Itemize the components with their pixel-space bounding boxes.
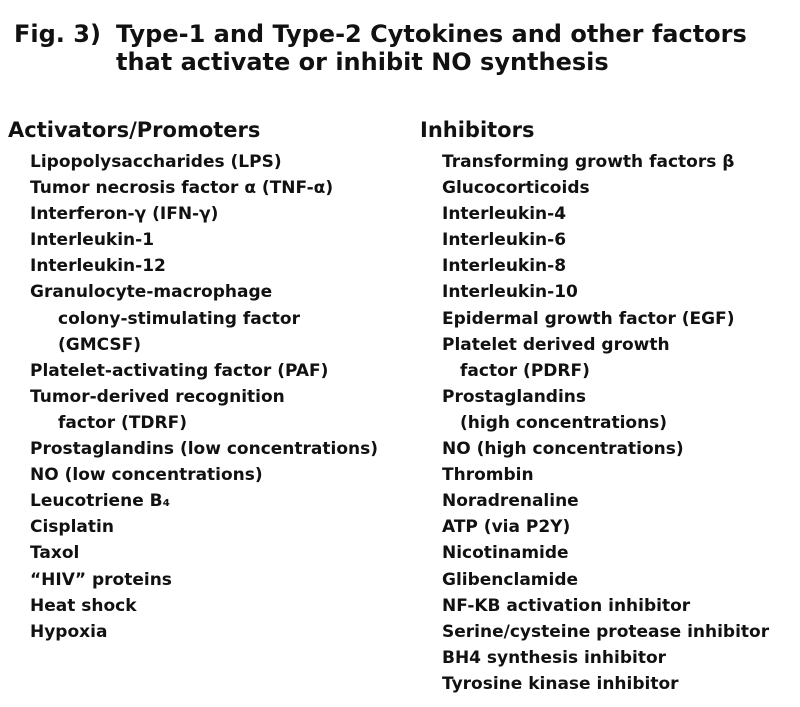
list-item [442, 462, 769, 488]
list-item [442, 514, 769, 540]
list-item-text: Platelet-activating factor (PAF) [30, 360, 329, 381]
figure-title-line: that activate or inhibit NO synthesis [116, 48, 609, 76]
list-item [442, 593, 769, 619]
list-item-text: Glucocorticoids [442, 178, 590, 199]
list-item [442, 384, 769, 436]
list-item [30, 227, 378, 253]
list-item [30, 619, 378, 645]
list-item-text: Transforming growth factors β [442, 152, 735, 172]
list-item-text: NO (high concentrations) [442, 439, 684, 460]
inhibitors-column [420, 117, 769, 697]
list-item-text: Epidermal growth factor (EGF) [442, 308, 735, 329]
list-item-text: Platelet derived growth [442, 334, 670, 355]
list-item [30, 358, 378, 384]
list-item [442, 567, 769, 593]
list-item-text: Lipopolysaccharides (LPS) [30, 152, 282, 172]
figure-title-line: Type-1 and Type-2 Cytokines and other factors [116, 20, 747, 48]
figure-title [116, 20, 756, 76]
list-item-text: Taxol [30, 543, 80, 564]
list-item-text: Thrombin [442, 465, 534, 486]
list-item [442, 619, 769, 645]
list-item [30, 175, 378, 201]
list-item [442, 175, 769, 201]
list-item-text: NO (low concentrations) [30, 465, 263, 486]
list-item [30, 253, 378, 279]
list-item [442, 227, 769, 253]
list-item [30, 462, 378, 488]
list-item-text: (GMCSF) [58, 334, 142, 355]
list-item-text: Interleukin-12 [30, 256, 166, 277]
list-item-text: Cisplatin [30, 517, 114, 538]
activators-heading: Activators/Promoters [8, 118, 261, 142]
activators-list [8, 149, 378, 645]
list-item [442, 306, 769, 332]
list-item-text: Interferon-γ (IFN-γ) [30, 204, 219, 225]
list-item [442, 671, 769, 697]
list-item [442, 332, 769, 384]
list-item-text: Glibenclamide [442, 569, 579, 590]
list-item [30, 514, 378, 540]
list-item-text: Tyrosine kinase inhibitor [442, 673, 679, 694]
list-item [442, 279, 769, 305]
list-item [442, 149, 769, 175]
list-item-text: Leucotriene B₄ [30, 491, 171, 512]
list-item-text: Heat shock [30, 595, 137, 616]
list-item [30, 540, 378, 566]
inhibitors-heading: Inhibitors [420, 118, 535, 142]
list-item-text: (high concentrations) [460, 412, 668, 433]
figure-label: Fig. 3) [14, 20, 101, 48]
list-item [30, 279, 378, 357]
list-item-text: Interleukin-6 [442, 230, 567, 251]
list-item [30, 384, 378, 436]
list-item-text: Serine/cysteine protease inhibitor [442, 621, 770, 642]
list-item-text: Prostaglandins (low concentrations) [30, 439, 379, 460]
list-item-text: Nicotinamide [442, 543, 569, 564]
activators-column [8, 117, 378, 645]
list-item-text: ATP (via P2Y) [442, 517, 571, 538]
list-item-text: Tumor necrosis factor α (TNF-α) [30, 178, 334, 199]
inhibitors-list [420, 149, 769, 697]
list-item [30, 201, 378, 227]
list-item [30, 436, 378, 462]
list-item-text: Granulocyte-macrophage [30, 282, 273, 303]
list-item-text: Interleukin-10 [442, 282, 578, 303]
list-item [30, 149, 378, 175]
list-item [442, 253, 769, 279]
list-item-text: Noradrenaline [442, 491, 579, 512]
list-item [442, 645, 769, 671]
list-item [442, 488, 769, 514]
list-item-text: Tumor-derived recognition [30, 386, 285, 407]
list-item [30, 488, 378, 514]
list-item [30, 567, 378, 593]
list-item-text: “HIV” proteins [30, 569, 172, 590]
list-item-text: Interleukin-4 [442, 204, 567, 225]
list-item-text: Prostaglandins [442, 386, 587, 407]
list-item-text: Hypoxia [30, 621, 108, 642]
list-item [442, 436, 769, 462]
list-item-text: Interleukin-1 [30, 230, 155, 251]
list-item-text: factor (PDRF) [460, 360, 590, 381]
list-item-text: factor (TDRF) [58, 412, 188, 433]
list-item-text: Interleukin-8 [442, 256, 567, 277]
list-item [442, 540, 769, 566]
list-item [30, 593, 378, 619]
list-item-text: NF-KB activation inhibitor [442, 595, 691, 616]
list-item-text: colony-stimulating factor [58, 308, 300, 329]
list-item-text: BH4 synthesis inhibitor [442, 647, 667, 668]
list-item [442, 201, 769, 227]
